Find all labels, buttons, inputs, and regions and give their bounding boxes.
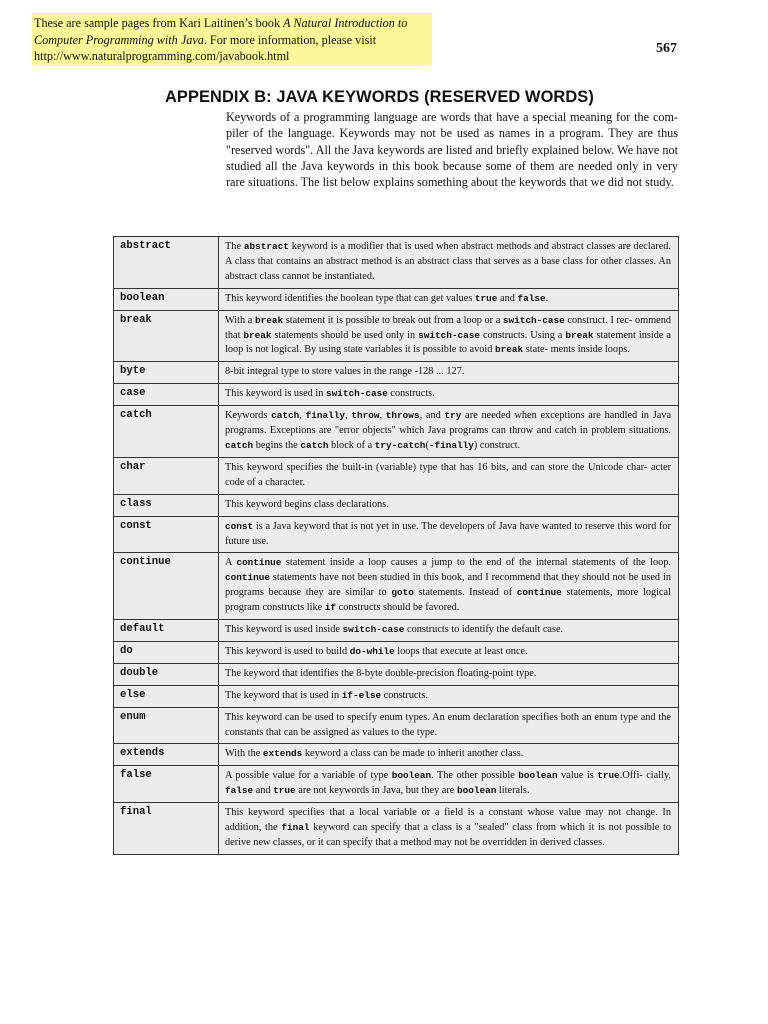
description-text: The keyword that is used in [225,689,342,701]
code-term: switch-case [342,624,405,636]
description-text: .Offi- cially, [619,770,671,782]
description-text: Keywords [225,410,272,422]
code-term: if [324,602,337,614]
keyword-name: catch [114,406,219,458]
description-text: ) construct. [473,439,521,451]
code-term: throw [351,410,380,422]
keyword-name: final [114,803,219,855]
keyword-row [114,237,679,289]
code-term: false [517,292,546,304]
keyword-description [219,457,679,494]
code-term: finally [305,410,345,422]
keyword-row [114,744,679,766]
description-text: This keyword specifies that a local variable or a field is a constant whose value may not change. In addition, the [225,807,671,834]
description-text: loops that execute at least once. [394,645,528,657]
keyword-name: else [114,685,219,707]
description-text: statements, more logical program constructs like [225,587,671,614]
page-number: 567 [656,41,677,56]
description-text: , [379,410,386,422]
code-term: true [597,770,620,782]
description-text: constructs should be favored. [336,602,460,614]
keyword-description [219,288,679,310]
keyword-description [219,707,679,744]
description-text: block of a [328,439,375,451]
code-term: final [281,822,310,834]
description-text: This keyword can be used to specify enum types. An enum declaration specifies both an enum type and the constants that can be assigned as values to the type. [225,711,671,738]
keyword-description [219,744,679,766]
keyword-name: char [114,457,219,494]
description-text: A [225,557,237,569]
banner-text-post: . For more information, please visit http://www.naturalprogramming.com/javabook.html [34,32,377,63]
keyword-name: class [114,494,219,516]
keyword-name: boolean [114,288,219,310]
description-text: This keyword identifies the boolean type that can get values [225,292,475,304]
description-text: keyword can specify that a class is a "sealed" class from which it is not possible to derive new classes, or it can specify that a method may not be overridden in derived classes. [225,822,671,848]
code-term: true [273,785,296,797]
keyword-name: enum [114,707,219,744]
code-term: try-catch [374,439,426,451]
description-text: statement it is possible to break out from a loop or a [283,314,503,326]
description-text: constructs. Using a [480,329,566,341]
code-term: continue [516,587,562,599]
keyword-row [114,766,679,803]
code-term: switch-case [418,329,480,341]
keywords-table [113,236,679,855]
code-term: -finally [428,439,474,451]
keyword-description [219,685,679,707]
description-text: With the [225,748,263,760]
keyword-row [114,288,679,310]
description-text: value is [557,770,598,782]
keyword-name: const [114,516,219,553]
description-text: . [545,292,549,304]
keyword-description [219,384,679,406]
description-text: state- ments inside loops. [523,344,630,356]
code-term: const [225,520,254,532]
keyword-description [219,237,679,289]
code-term: switch-case [325,388,388,400]
code-term: false [225,785,254,797]
description-text: is a Java keyword that is not yet in use. The developers of Java have wanted to reserve this word for future use. [225,520,671,547]
keyword-name: extends [114,744,219,766]
keywords-table-body [114,237,679,855]
keyword-name: case [114,384,219,406]
keyword-name: default [114,620,219,642]
keyword-description [219,406,679,458]
description-text: . The other possible [431,770,519,782]
keyword-row [114,620,679,642]
sample-pages-banner [32,13,432,66]
keyword-description [219,620,679,642]
keyword-description [219,516,679,553]
description-text: ( [425,439,429,451]
description-text: This keyword is used inside [225,624,343,636]
code-term: boolean [518,770,558,782]
code-term: catch [225,439,254,451]
intro-paragraph: Keywords of a programming language are words that have a special meaning for the com- piler of the language. Keywords may not be used as names in a program. They are thus "reserved words". All the Java keywords are listed and briefly explained below. We have not studied all the Java keywords in this book because some of them are needed only in very rare situations. The list below explains something about the keywords that we did not study. [226,110,678,190]
description-text: , [299,410,306,422]
description-text: 8-bit integral type to store values in the range -128 ... 127. [225,366,465,378]
keyword-name: continue [114,553,219,620]
code-term: if-else [341,689,382,701]
description-text: This keyword specifies the built-in (variable) type that has 16 bits, and can store the Unicode char- acter code of a character. [225,461,671,488]
keyword-name: byte [114,362,219,384]
keyword-row [114,384,679,406]
code-term: catch [300,439,329,451]
keyword-row [114,362,679,384]
code-term: goto [391,587,414,599]
description-text: This keyword is used to build [225,645,350,657]
description-text: statement inside a loop causes a jump to the end of the internal statements of the loop. [281,557,671,569]
keyword-name: do [114,641,219,663]
description-text: statements have not been studied in this book, and I recommend that they should not be used in programs because they are similar to [225,572,671,599]
code-term: do-while [349,645,395,657]
code-term: true [474,292,498,304]
keyword-row [114,707,679,744]
keyword-row [114,406,679,458]
description-text: and [253,785,274,797]
code-term: continue [236,557,282,569]
description-text: This keyword is used in [225,388,326,400]
code-term: continue [225,572,271,584]
keyword-row [114,310,679,362]
keyword-row [114,803,679,855]
keyword-description [219,803,679,855]
description-text: constructs. [381,689,428,701]
keyword-name: false [114,766,219,803]
description-text: The [225,241,244,252]
description-text: are needed when exceptions are handled in Java programs. Exceptions are "error objects" which Java programs can throw and catch in problem situations. [225,410,672,437]
description-text: constructs. [387,388,435,400]
appendix-title: APPENDIX B: JAVA KEYWORDS (RESERVED WORDS) [165,88,594,106]
description-text: , [344,410,352,422]
description-text: A possible value for a variable of type [225,770,392,782]
keyword-description [219,310,679,362]
description-text: With a [225,314,255,326]
code-term: break [565,329,594,341]
description-text: The keyword that identifies the 8-byte double-precision floating-point type. [225,667,537,679]
keyword-description [219,663,679,685]
keyword-description [219,641,679,663]
description-text: construct. I rec- ommend that [225,314,671,341]
description-text: , and [419,410,445,422]
keyword-row [114,516,679,553]
description-text: statements should be used only in [271,329,419,341]
keyword-description [219,362,679,384]
keyword-row [114,685,679,707]
book-title: A Natural Introduction to Computer Programming with Java [34,16,408,47]
keyword-description [219,553,679,620]
keyword-name: double [114,663,219,685]
description-text: statement inside a loop is not logical. By using state variables it is possible to avoid [225,329,671,356]
description-text: and [497,292,518,304]
code-term: break [243,329,272,341]
description-text: keyword a class can be made to inherit another class. [302,748,524,760]
keyword-row [114,494,679,516]
code-term: boolean [456,785,497,797]
keyword-row [114,457,679,494]
keyword-name: break [114,310,219,362]
description-text: keyword is a modifier that is used when abstract methods and abstract classes are declared. A class that contains an abstract method is an abstract class that serves as a base class for other classes. An abstract class cannot be instantiated. [225,241,672,282]
description-text: constructs to identify the default case. [404,624,564,636]
code-term: switch-case [502,314,565,326]
keyword-description [219,494,679,516]
keyword-row [114,641,679,663]
keyword-row [114,553,679,620]
description-text: literals. [496,785,530,797]
code-term: break [254,314,284,326]
code-term: break [494,344,524,356]
description-text: begins the [253,439,301,451]
description-text: statements. Instead of [413,587,517,599]
code-term: try [444,410,462,422]
description-text: are not keywords in Java, but they are [295,785,457,797]
banner-text-pre: These are sample pages from Kari Laitinen’s book [34,16,284,30]
code-term: catch [271,410,300,422]
keyword-description [219,766,679,803]
code-term: abstract [243,241,289,252]
description-text: This keyword begins class declarations. [225,498,389,510]
code-term: throws [385,410,420,422]
code-term: extends [262,748,303,760]
keyword-name: abstract [114,237,219,289]
code-term: boolean [391,770,432,782]
keyword-row [114,663,679,685]
